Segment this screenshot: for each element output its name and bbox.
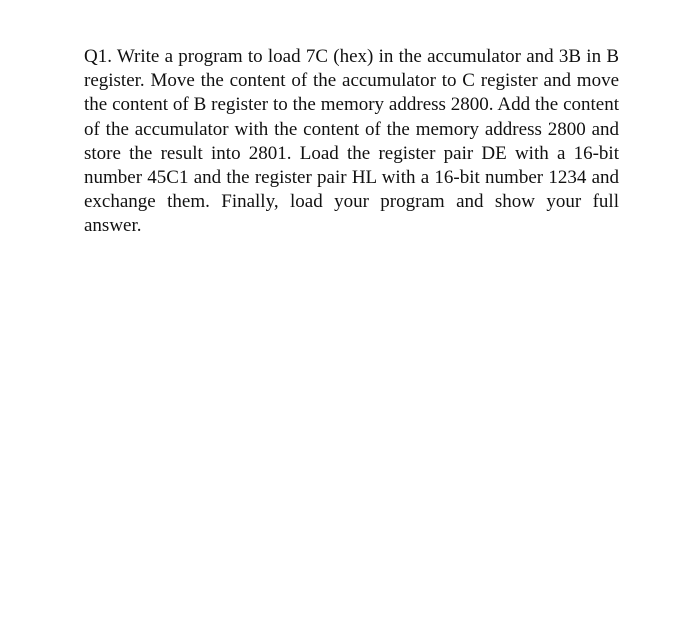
question-paragraph: Q1. Write a program to load 7C (hex) in the accumulator and 3B in B register. Move the content of the accumulator to C register and move the content of B register to the memory address 2800. Add the content of the accumulator with the content of the memory address 2800 and store the result into 2801. Load the register pair DE with a 16-bit number 45C1 and the register pair HL with a 16-bit number 1234 and exchange them. Finally, load your program and show your full answer.	[84, 46, 619, 237]
